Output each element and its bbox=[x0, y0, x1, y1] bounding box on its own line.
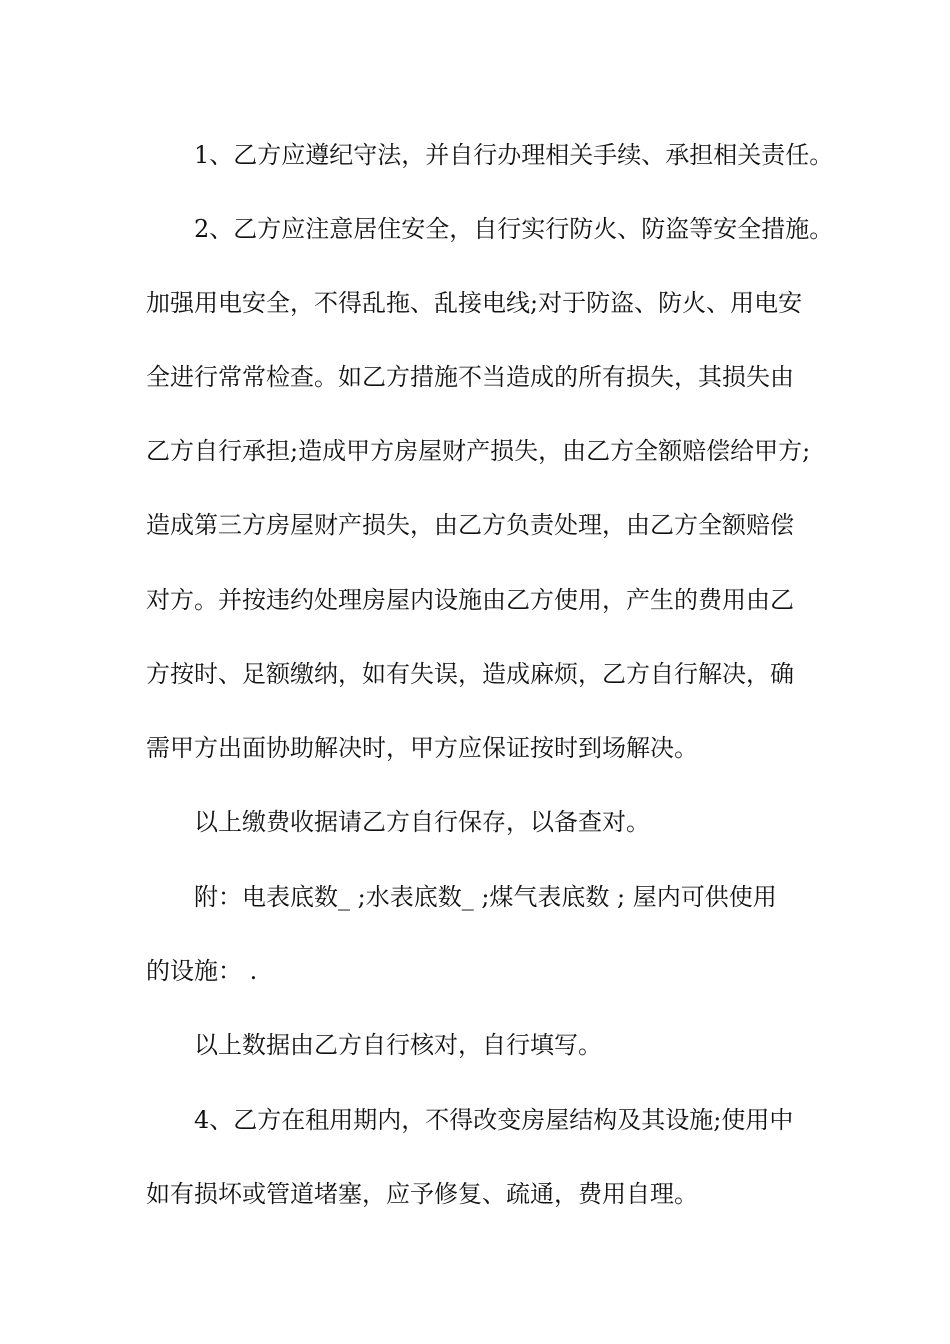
paragraph-line-1: 1、乙方应遵纪守法，并自行办理相关手续、承担相关责任。 bbox=[194, 141, 834, 169]
paragraph-line-13: 以上数据由乙方自行核对，自行填写。 bbox=[194, 1031, 602, 1059]
paragraph-line-3: 加强用电安全，不得乱拖、乱接电线;对于防盗、防火、用电安 bbox=[146, 289, 803, 317]
paragraph-line-7: 对方。并按违约处理房屋内设施由乙方使用，产生的费用由乙 bbox=[146, 586, 794, 614]
paragraph-line-14: 4、乙方在租用期内，不得改变房屋结构及其设施;使用中 bbox=[194, 1106, 794, 1134]
paragraph-line-12: 的设施： . bbox=[146, 957, 258, 985]
paragraph-line-2: 2、乙方应注意居住安全，自行实行防火、防盗等安全措施。 bbox=[194, 215, 834, 243]
paragraph-line-11: 附：电表底数_ ;水表底数_ ;煤气表底数 ; 屋内可供使用 bbox=[194, 883, 777, 911]
paragraph-line-10: 以上缴费收据请乙方自行保存，以备查对。 bbox=[194, 808, 650, 836]
paragraph-line-9: 需甲方出面协助解决时，甲方应保证按时到场解决。 bbox=[146, 734, 698, 762]
paragraph-line-15: 如有损坏或管道堵塞，应予修复、疏通，费用自理。 bbox=[146, 1180, 698, 1208]
paragraph-line-5: 乙方自行承担;造成甲方房屋财产损失，由乙方全额赔偿给甲方; bbox=[146, 437, 811, 465]
paragraph-line-4: 全进行常常检查。如乙方措施不当造成的所有损失，其损失由 bbox=[146, 363, 794, 391]
paragraph-line-8: 方按时、足额缴纳，如有失误，造成麻烦，乙方自行解决，确 bbox=[146, 660, 794, 688]
paragraph-line-6: 造成第三方房屋财产损失，由乙方负责处理，由乙方全额赔偿 bbox=[146, 511, 794, 539]
